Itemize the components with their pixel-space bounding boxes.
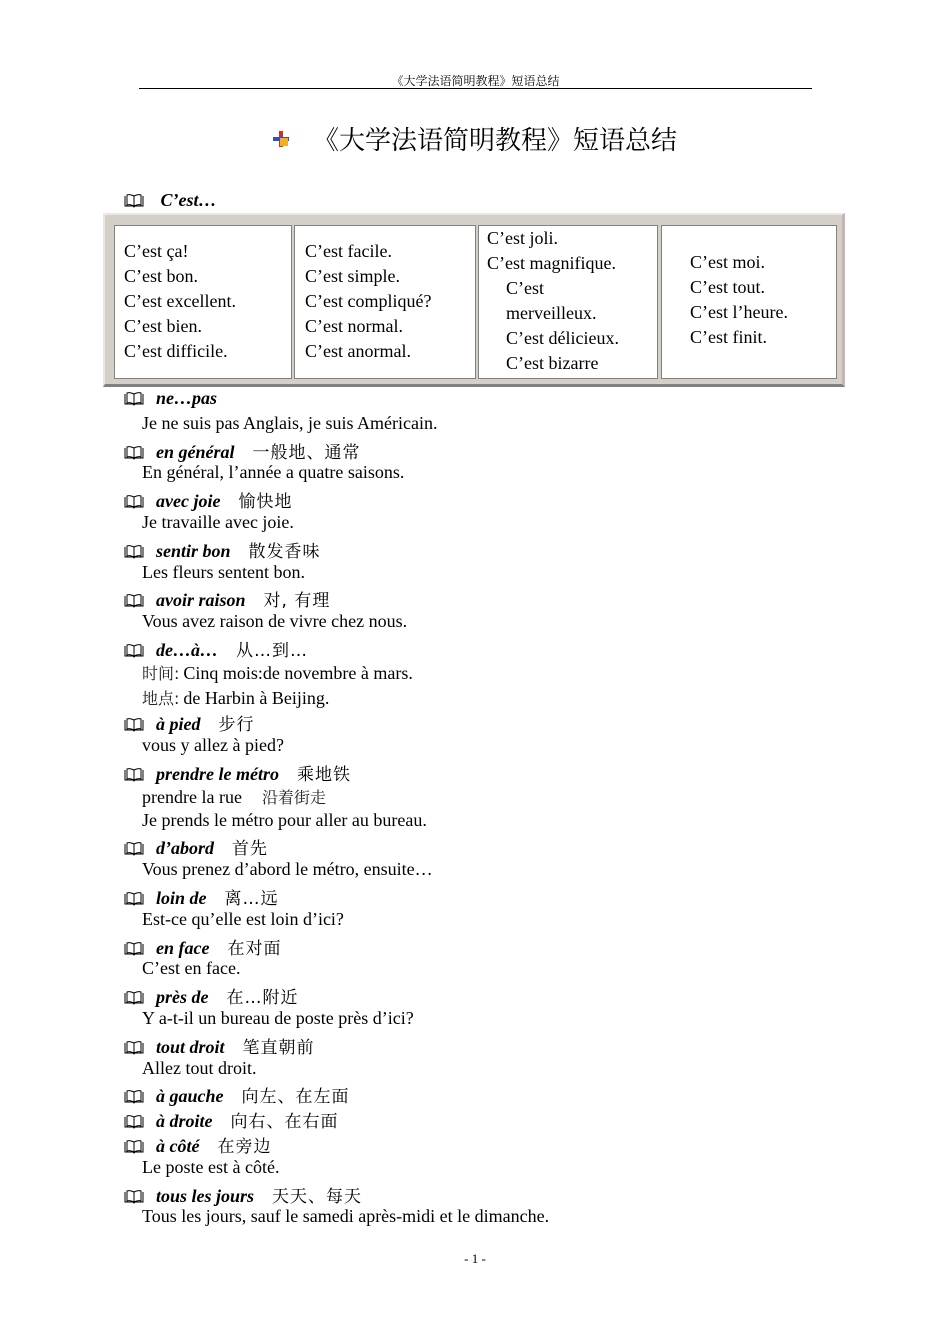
term-meaning: 笔直朝前: [242, 1038, 315, 1058]
running-header: 《大学法语简明教程》短语总结: [391, 74, 560, 88]
term: avec joie: [156, 491, 221, 511]
example-text: Vous prenez d’abord le métro, ensuite…: [142, 859, 433, 879]
term-meaning: 离…远: [224, 889, 279, 909]
term: à côté: [156, 1136, 200, 1156]
book-icon: [124, 194, 144, 208]
example-sentence: [142, 512, 294, 533]
example-sentence: [142, 1058, 256, 1079]
book-icon: [124, 1115, 144, 1129]
example-sentence: [142, 462, 404, 483]
book-icon: [124, 392, 144, 406]
example-sentence: [142, 661, 413, 684]
book-icon: [124, 718, 144, 732]
term-meaning: 向右、在右面: [230, 1112, 339, 1132]
book-icon: [124, 644, 144, 658]
term-line: [124, 537, 321, 562]
example-sentence: [142, 1206, 549, 1227]
term: d’abord: [156, 838, 214, 858]
example-sentence: [142, 1008, 414, 1029]
book-icon: [124, 991, 144, 1005]
example-text: Je travaille avec joie.: [142, 512, 294, 532]
example-sentence: [142, 562, 305, 583]
table-cell: C’est facile. C’est simple. C’est compliqué? C’est normal. C’est anormal.: [294, 225, 476, 379]
term-meaning: 愉快地: [238, 492, 293, 512]
term-line: [124, 1082, 350, 1107]
term-line: [124, 1107, 339, 1132]
book-icon: [124, 446, 144, 460]
term-line: [124, 438, 361, 463]
example-label: 时间:: [142, 664, 180, 683]
example-text: vous y allez à pied?: [142, 735, 284, 755]
term: à pied: [156, 714, 201, 734]
page-number: - 1 -: [464, 1251, 486, 1266]
example-sentence: [142, 810, 427, 831]
term-meaning: 在对面: [227, 939, 282, 959]
example-text: Vous avez raison de vivre chez nous.: [142, 611, 408, 631]
header-rule: [139, 88, 812, 89]
term: en face: [156, 938, 210, 958]
book-icon: [124, 1190, 144, 1204]
term-meaning: 乘地铁: [297, 765, 351, 785]
book-icon: [124, 892, 144, 906]
example-text: En général, l’année a quatre saisons.: [142, 462, 405, 482]
example-sentence: [142, 958, 240, 979]
example-label: 地点:: [142, 689, 180, 708]
example-text: Cinq mois:de novembre à mars.: [183, 663, 413, 683]
term: à droite: [156, 1111, 213, 1131]
term-meaning: 对, 有理: [263, 591, 331, 611]
example-text: Le poste est à côté.: [142, 1157, 280, 1177]
term-line: [124, 487, 292, 512]
term: en général: [156, 442, 235, 462]
book-icon: [124, 768, 144, 782]
book-icon: [124, 1041, 144, 1055]
example-text: Je ne suis pas Anglais, je suis Américain.: [142, 413, 438, 433]
example-sentence: [142, 785, 326, 808]
term-line-cest: [124, 190, 235, 211]
term: à gauche: [156, 1086, 224, 1106]
term: loin de: [156, 888, 207, 908]
term: avoir raison: [156, 590, 246, 610]
term-line: [124, 710, 255, 735]
term-line: [124, 1132, 271, 1157]
term-line: [124, 1033, 315, 1058]
term: tout droit: [156, 1037, 225, 1057]
term-cest: C’est…: [160, 190, 217, 210]
term-line: [124, 388, 235, 409]
book-icon: [124, 594, 144, 608]
cest-table: [103, 213, 845, 387]
term-line: [124, 1182, 362, 1207]
term-line: [124, 834, 268, 859]
term: près de: [156, 987, 209, 1007]
book-icon: [124, 942, 144, 956]
example-translation: 沿着街走: [261, 788, 326, 807]
term-meaning: 向左、在左面: [241, 1087, 350, 1107]
term-meaning: 首先: [232, 839, 268, 859]
example-text: Je prends le métro pour aller au bureau.: [142, 810, 427, 830]
term-line: [124, 760, 351, 785]
book-icon: [124, 1090, 144, 1104]
term-meaning: 从…到…: [236, 641, 308, 661]
example-sentence: [142, 1157, 279, 1178]
table-cell: C’est moi. C’est tout. C’est l’heure. C’est finit.: [661, 225, 837, 379]
color-block-icon: [273, 131, 289, 147]
example-text: Les fleurs sentent bon.: [142, 562, 305, 582]
example-sentence: [142, 909, 344, 930]
book-icon: [124, 1140, 144, 1154]
example-text: Y a-t-il un bureau de poste près d’ici?: [142, 1008, 414, 1028]
term-meaning: 一般地、通常: [252, 443, 361, 463]
term: sentir bon: [156, 541, 231, 561]
term-meaning: 在旁边: [217, 1137, 272, 1157]
example-text: Allez tout droit.: [142, 1058, 257, 1078]
table-cell: C’est joli. C’est magnifique. C’est merveilleux. C’est délicieux. C’est bizarre: [478, 225, 658, 379]
example-text: Tous les jours, sauf le samedi après-midi et le dimanche.: [142, 1206, 550, 1226]
example-text: prendre la rue: [142, 787, 242, 807]
term-meaning: 在…附近: [226, 988, 299, 1008]
example-sentence: [142, 859, 433, 880]
term-line: [124, 636, 308, 661]
book-icon: [124, 842, 144, 856]
book-icon: [124, 545, 144, 559]
title-block: [0, 120, 950, 157]
term: tous les jours: [156, 1186, 255, 1206]
term-line: [124, 586, 330, 611]
term: prendre le métro: [156, 764, 279, 784]
example-sentence: [142, 611, 407, 632]
example-text: Est-ce qu’elle est loin d’ici?: [142, 909, 344, 929]
page-title: 《大学法语简明教程》短语总结: [312, 126, 677, 156]
term: de…à…: [156, 640, 218, 660]
term-meaning: 步行: [218, 715, 255, 735]
example-sentence: [142, 413, 437, 434]
term: ne…pas: [156, 388, 218, 408]
term-line: [124, 934, 281, 959]
table-cell: C’est ça! C’est bon. C’est excellent. C’est bien. C’est difficile.: [114, 225, 292, 379]
term-meaning: 散发香味: [248, 542, 321, 562]
example-text: C’est en face.: [142, 958, 241, 978]
term-line: [124, 884, 279, 909]
example-sentence: [142, 735, 284, 756]
term-meaning: 天天、每天: [272, 1187, 363, 1207]
book-icon: [124, 495, 144, 509]
example-sentence: [142, 686, 329, 709]
example-text: de Harbin à Beijing.: [183, 688, 330, 708]
term-line: [124, 983, 299, 1008]
